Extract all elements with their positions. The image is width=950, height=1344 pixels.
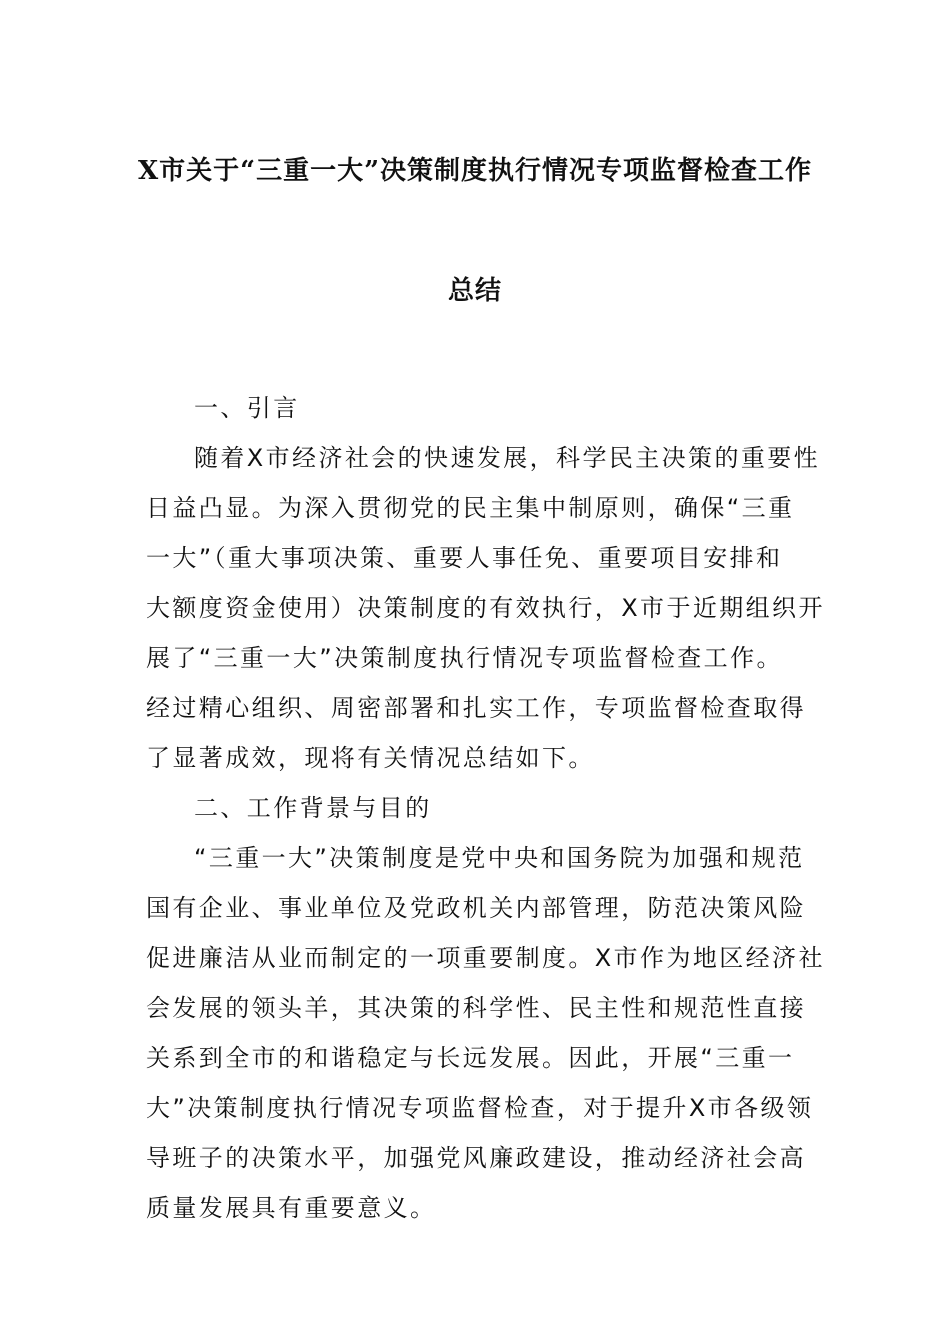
paragraph-line: 经过精心组织、周密部署和扎实工作，专项监督检查取得 [146, 694, 806, 722]
paragraph-line: 展了“三重一大”决策制度执行情况专项监督检查工作。 [146, 644, 783, 672]
paragraph-line: “三重一大”决策制度是党中央和国务院为加强和规范 [194, 844, 805, 872]
paragraph-line: 关系到全市的和谐稳定与长远发展。因此，开展“三重一 [146, 1044, 795, 1072]
section-heading: 二、工作背景与目的 [194, 794, 432, 822]
document-body [146, 383, 825, 1233]
paragraph-line: 质量发展具有重要意义。 [146, 1194, 437, 1222]
paragraph-line: 会发展的领头羊，其决策的科学性、民主性和规范性直接 [146, 994, 806, 1022]
paragraph-line: 了显著成效，现将有关情况总结如下。 [146, 744, 595, 772]
document-title-line-2: 总结 [447, 276, 502, 306]
paragraph-line: 大”决策制度执行情况专项监督检查，对于提升X市各级领 [146, 1094, 814, 1122]
section-heading: 一、引言 [194, 394, 300, 422]
paragraph-line: 一大”（重大事项决策、重要人事任免、重要项目安排和 [146, 544, 783, 572]
paragraph-line: 大额度资金使用）决策制度的有效执行，X市于近期组织开 [146, 594, 825, 622]
paragraph-line: 导班子的决策水平，加强党风廉政建设，推动经济社会高 [146, 1144, 806, 1172]
paragraph-line: 国有企业、事业单位及党政机关内部管理，防范决策风险 [146, 894, 806, 922]
paragraph-line: 日益凸显。为深入贯彻党的民主集中制原则，确保“三重 [146, 494, 795, 522]
paragraph-line: 促进廉洁从业而制定的一项重要制度。X市作为地区经济社 [146, 944, 825, 972]
paragraph-line: 随着X市经济社会的快速发展，科学民主决策的重要性 [194, 444, 821, 472]
document-title-line-1: X市关于“三重一大”决策制度执行情况专项监督检查工作 [137, 156, 813, 186]
